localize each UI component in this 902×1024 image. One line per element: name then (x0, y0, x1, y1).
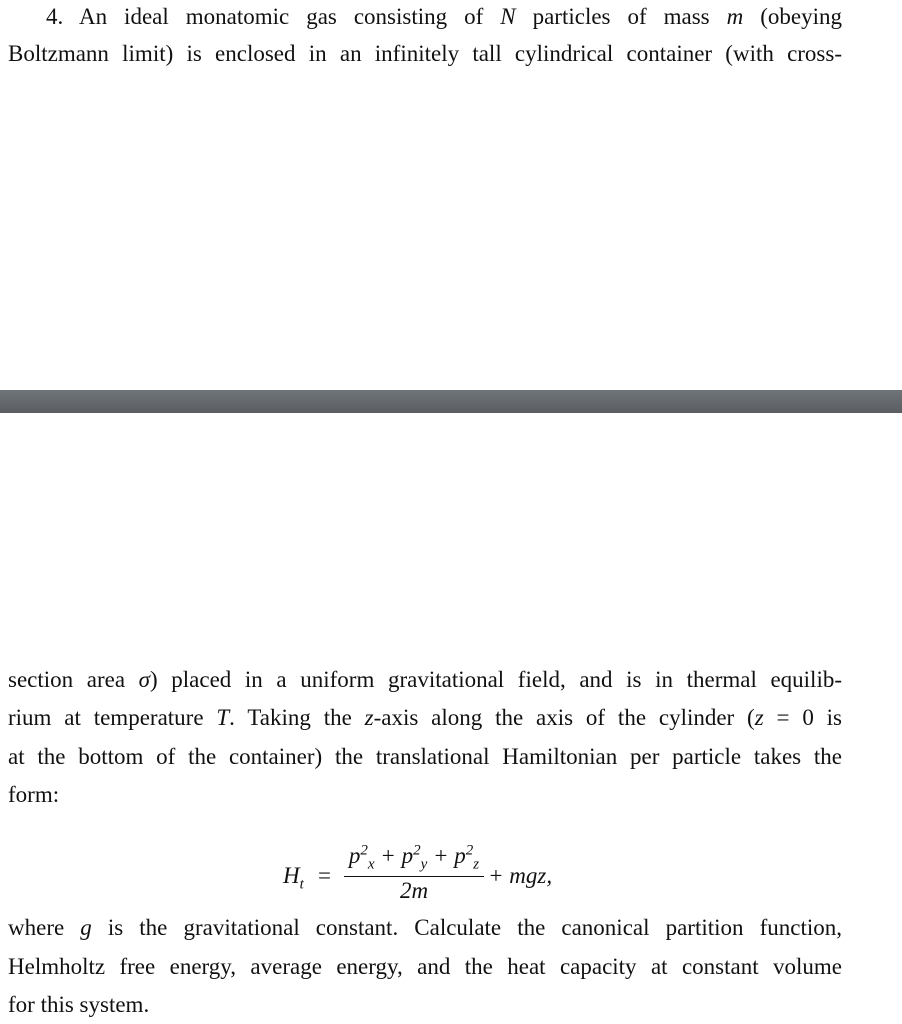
problem-line-8: Helmholtz free energy, average energy, and the heat capacity at constant volume (8, 954, 842, 979)
problem-line-6: form: (8, 782, 60, 807)
fraction-bar (344, 876, 484, 877)
problem-line-5: at the bottom of the container) the translational Hamiltonian per particle takes the (8, 744, 842, 769)
equation-fraction (344, 840, 484, 904)
equation-lhs: $H_t$ (283, 863, 304, 893)
page-separator-bar (0, 390, 902, 413)
hamiltonian-equation (0, 840, 902, 910)
equation-rhs: + mgz, (488, 863, 553, 888)
problem-line-4: rium at temperature T. Taking the z-axis along the axis of the cylinder (z = 0 is (8, 705, 842, 730)
problem-line-9: for this system. (8, 992, 150, 1017)
problem-line-7: where g is the gravitational constant. Calculate the canonical partition function, (8, 915, 842, 940)
problem-line-1: 4. An ideal monatomic gas consisting of N particles of mass m (obeying (46, 4, 842, 29)
equation-numerator: $p^2_x + p^2_y + p^2_z$ (348, 842, 480, 873)
problem-line-3: section area σ) placed in a uniform gravitational field, and is in thermal equilib- (8, 667, 843, 692)
problem-line-2: Boltzmann limit) is enclosed in an infinitely tall cylindrical container (with cross- (8, 41, 842, 66)
problem-number: 4. (46, 4, 64, 29)
equation-equals: = (318, 863, 331, 888)
equation-denominator: 2m (399, 878, 429, 903)
